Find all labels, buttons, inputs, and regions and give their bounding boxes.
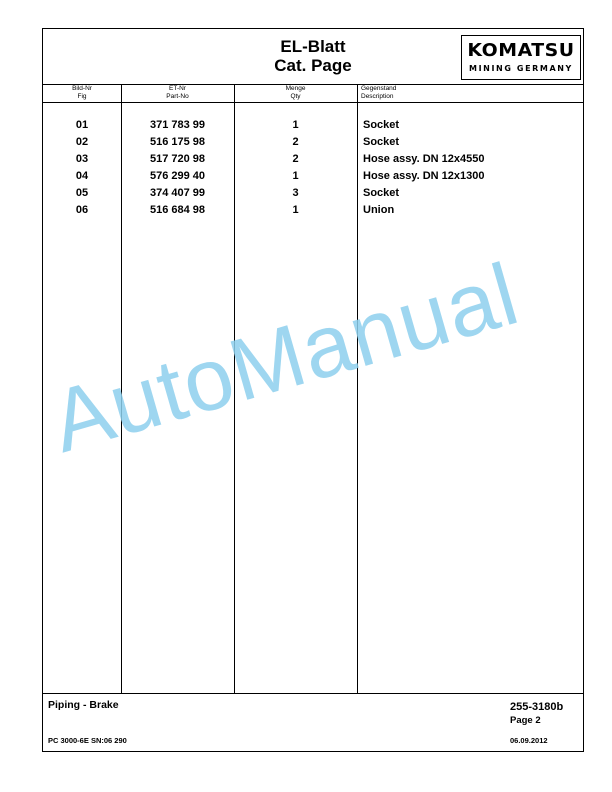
komatsu-logo: [461, 35, 581, 80]
col-header-qty: [234, 85, 357, 102]
part-number: 576 299 40: [149, 170, 206, 182]
description: Hose assy. DN 12x1300: [363, 170, 485, 182]
logo-subtitle: MINING GERMANY: [469, 64, 573, 73]
col-header-desc-de: Gegenstand: [361, 85, 397, 92]
description: Socket: [363, 136, 400, 148]
fig-number: 06: [75, 204, 89, 216]
quantity: 3: [292, 187, 299, 199]
quantity: 1: [292, 204, 299, 216]
col-header-part-de: ET-Nr: [169, 85, 186, 92]
quantity: 1: [292, 170, 299, 182]
quantity: 2: [292, 136, 299, 148]
catalog-page: [42, 28, 584, 752]
description: Socket: [363, 119, 400, 131]
table-row: [43, 134, 583, 151]
fig-number: 01: [75, 119, 89, 131]
description: Socket: [363, 187, 400, 199]
part-number: 516 175 98: [149, 136, 206, 148]
table-row: [43, 202, 583, 219]
fig-number: 05: [75, 187, 89, 199]
col-header-qty-en: Qty: [290, 93, 301, 100]
col-header-qty-de: Menge: [285, 85, 306, 92]
col-header-fig: [43, 85, 121, 102]
title-english: Cat. Page: [274, 56, 352, 75]
part-number: 371 783 99: [149, 119, 206, 131]
page-number: Page 2: [510, 715, 541, 726]
quantity: 1: [292, 119, 299, 131]
col-header-part-en: Part-No: [166, 93, 189, 100]
title-german: EL-Blatt: [280, 37, 346, 56]
quantity: 2: [292, 153, 299, 165]
footer-divider: [43, 693, 583, 694]
table-row: [43, 168, 583, 185]
part-number: 374 407 99: [149, 187, 206, 199]
fig-number: 02: [75, 136, 89, 148]
table-row: [43, 185, 583, 202]
document-number: 255-3180b: [510, 701, 564, 713]
issue-date: 06.09.2012: [510, 736, 548, 745]
table-row: [43, 117, 583, 134]
part-number: 516 684 98: [149, 204, 206, 216]
col-header-fig-de: Bild-Nr: [72, 85, 92, 92]
fig-number: 04: [75, 170, 89, 182]
machine-model: PC 3000-6E SN:06 290: [48, 736, 127, 745]
table-row: [43, 151, 583, 168]
fig-number: 03: [75, 153, 89, 165]
logo-wordmark: KOMATSU: [467, 40, 575, 61]
page-header: [43, 29, 583, 85]
header-divider: [43, 102, 583, 103]
col-header-desc-en: Description: [361, 93, 394, 100]
col-header-desc: [361, 85, 561, 102]
part-number: 517 720 98: [149, 153, 206, 165]
description: Union: [363, 204, 395, 216]
col-header-part: [121, 85, 234, 102]
section-title: Piping - Brake: [48, 699, 119, 711]
description: Hose assy. DN 12x4550: [363, 153, 485, 165]
col-header-fig-en: Fig: [77, 93, 87, 100]
watermark: AutoManual: [40, 243, 529, 472]
